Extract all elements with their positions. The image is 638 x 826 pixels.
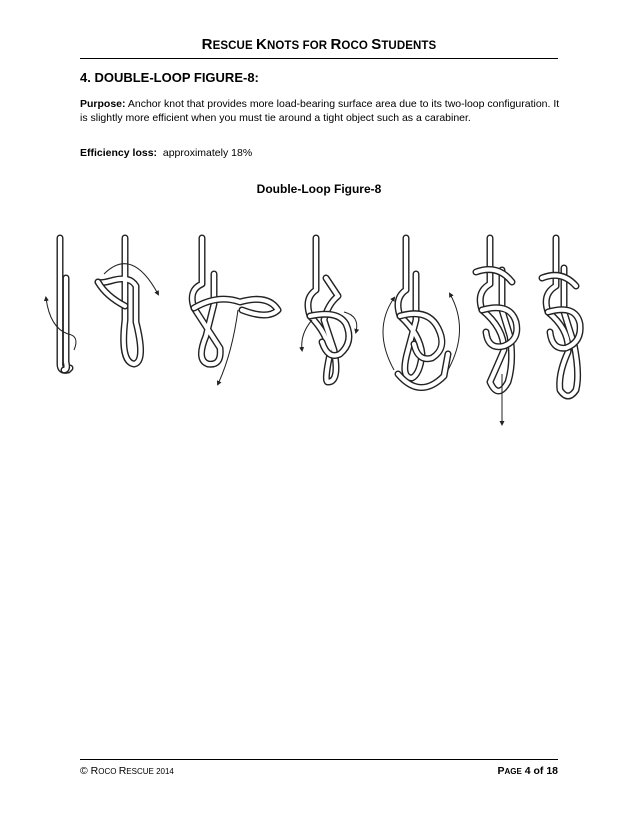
title-part-2: KNOTS FOR (256, 36, 331, 53)
title-part-3: ROCO (330, 36, 372, 53)
purpose-label: Purpose: (80, 98, 126, 110)
knot-step-2 (98, 238, 158, 364)
knot-step-7 (542, 238, 580, 396)
efficiency-label: Efficiency loss: (80, 147, 158, 159)
footer-page-number: PAGE 4 of 18 (497, 765, 558, 777)
purpose-text: Anchor knot that provides more load-bearing surface area due to its two-loop configuration. It is slightly more efficient when you must tie around a tight object such as a carabiner. (80, 98, 560, 124)
purpose-paragraph (80, 98, 560, 125)
knot-step-4 (302, 238, 357, 382)
efficiency-text: approximately 18% (157, 147, 253, 159)
knot-step-1 (46, 238, 76, 370)
title-part-1: RESCUE (201, 36, 257, 53)
figure-title: Double-Loop Figure-8 (256, 182, 382, 196)
knot-step-6 (476, 238, 517, 424)
header-title (0, 36, 638, 53)
title-part-4: STUDENTS (371, 36, 437, 53)
efficiency-paragraph (80, 147, 252, 159)
section-heading: 4. DOUBLE-LOOP FIGURE-8: (80, 70, 259, 85)
knot-step-5 (383, 238, 460, 388)
footer-copyright: © ROCO RESCUE 2014 (80, 765, 174, 777)
knot-step-3 (192, 238, 278, 384)
header-divider (80, 58, 558, 59)
footer-divider (80, 759, 558, 760)
knot-steps-illustration (28, 224, 610, 434)
